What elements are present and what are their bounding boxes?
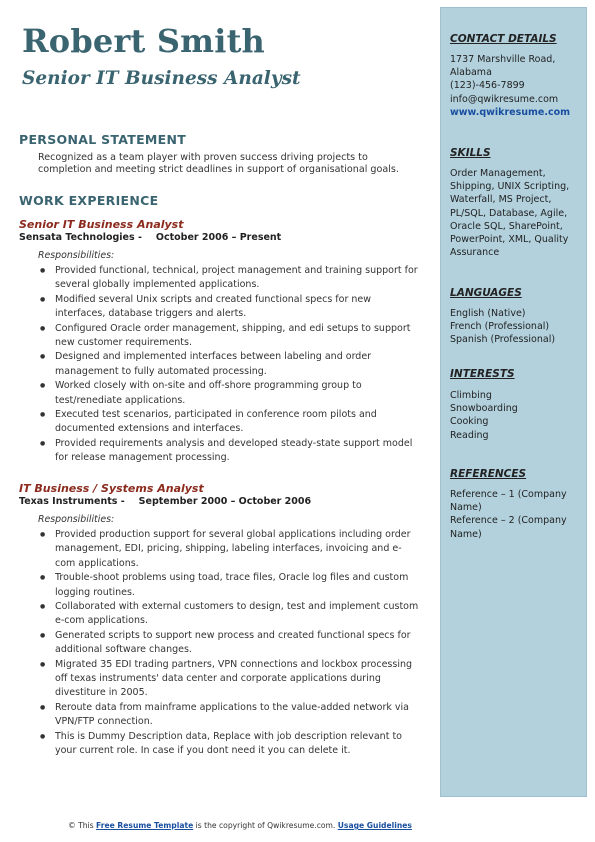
job-company-dates [19,496,419,507]
job-dates: October 2006 – Present [155,232,282,243]
list-item: ● Collaborated with external customers to design, test and implement custom e-com applications. [55,600,419,629]
sidebar [440,7,587,797]
responsibilities-list [19,264,419,466]
candidate-title: Senior IT Business Analyst [22,68,301,89]
list-item: English (Native) [450,308,526,319]
free-resume-template-link[interactable]: Free Resume Template [96,821,194,830]
contact-details [450,53,580,119]
interests-heading: INTERESTS [450,368,515,380]
interests-list [450,389,580,442]
responsibilities-label: Responsibilities: [38,514,115,525]
list-item: Spanish (Professional) [450,334,556,346]
contact-heading: CONTACT DETAILS [450,33,557,45]
personal-statement-text: Recognized as a team player with proven success driving projects to completion and meeting strict deadlines in support of organisational goals. [38,152,399,175]
list-item: ● Provided production support for several global applications including order management, EDI, pricing, shipping, labeling interfaces, invoicing and e-com applications. [55,528,419,571]
list-item: ● Provided requirements analysis and developed steady-state support model for release management processing. [55,437,419,466]
languages-list [450,307,580,347]
footer [0,821,480,830]
address-line: 1737 Marshville Road, [450,54,556,65]
list-item: ● This is Dummy Description data, Replace with job description relevant to your current role. In case if you dont need it you can delete it. [55,730,419,759]
job-entry [19,218,419,466]
footer-copyright: is the copyright of Qwikresume.com. [195,821,336,830]
references-heading: REFERENCES [450,468,527,480]
personal-statement-heading: PERSONAL STATEMENT [19,132,187,147]
references-list [450,488,580,541]
list-item: Reference – 2 (Company Name) [450,515,567,540]
list-item: Cooking [450,416,489,428]
responsibilities-list [19,528,419,759]
list-item: ● Executed test scenarios, participated in conference room pilots and documented extensions and interfaces. [55,408,419,437]
list-item: Reading [450,429,489,441]
list-item: ● Designed and implemented interfaces between labeling and order management to fully automated processing. [55,350,419,379]
list-item: Snowboarding [450,403,518,415]
languages-heading: LANGUAGES [450,287,522,299]
list-item: ● Provided functional, technical, project management and training support for several globally implemented applications. [55,264,419,293]
email-address[interactable]: info@qwikresume.com [450,93,559,105]
job-entry [19,482,419,759]
list-item: French (Professional) [450,321,550,333]
job-title: Senior IT Business Analyst [19,218,184,231]
address-line: Alabama [450,67,492,79]
skills-text: Order Management, Shipping, UNIX Scripting, Waterfall, MS Project, PL/SQL, Database, Agile, Oracle SQL, SharePoint, PowerPoint, XML, Quality Assurance [450,168,570,259]
list-item: ● Modified several Unix scripts and created functional specs for new interfaces, database triggers and alerts. [55,293,419,322]
job-dates: September 2000 – October 2006 [138,496,312,507]
list-item: ● Generated scripts to support new process and created functional specs for additional software changes. [55,629,419,658]
work-experience-heading: WORK EXPERIENCE [19,193,159,208]
phone-number: (123)-456-7899 [450,80,525,92]
job-title: IT Business / Systems Analyst [19,482,204,495]
website-link[interactable]: www.qwikresume.com [450,106,571,118]
list-item: Reference – 1 (Company Name) [450,489,567,514]
list-item: ● Configured Oracle order management, shipping, and edi setups to support new customer requirements. [55,322,419,351]
job-company: Sensata Technologies - [19,232,142,243]
candidate-name: Robert Smith [22,22,266,60]
job-company-dates [19,232,419,243]
footer-prefix: © This [68,821,94,830]
list-item: ● Migrated 35 EDI trading partners, VPN connections and lockbox processing off texas instruments' data center and corporate applications during divestiture in 2005. [55,658,419,701]
list-item: ● Worked closely with on-site and off-shore programming group to test/renediate applications. [55,379,419,408]
list-item: Climbing [450,390,492,401]
skills-heading: SKILLS [450,147,491,159]
usage-guidelines-link[interactable]: Usage Guidelines [337,821,412,830]
list-item: ● Trouble-shoot problems using toad, trace files, Oracle log files and custom logging routines. [55,571,419,600]
list-item: ● Reroute data from mainframe applications to the value-added network via VPN/FTP connection. [55,701,419,730]
responsibilities-label: Responsibilities: [38,250,115,261]
job-company: Texas Instruments - [19,496,125,507]
